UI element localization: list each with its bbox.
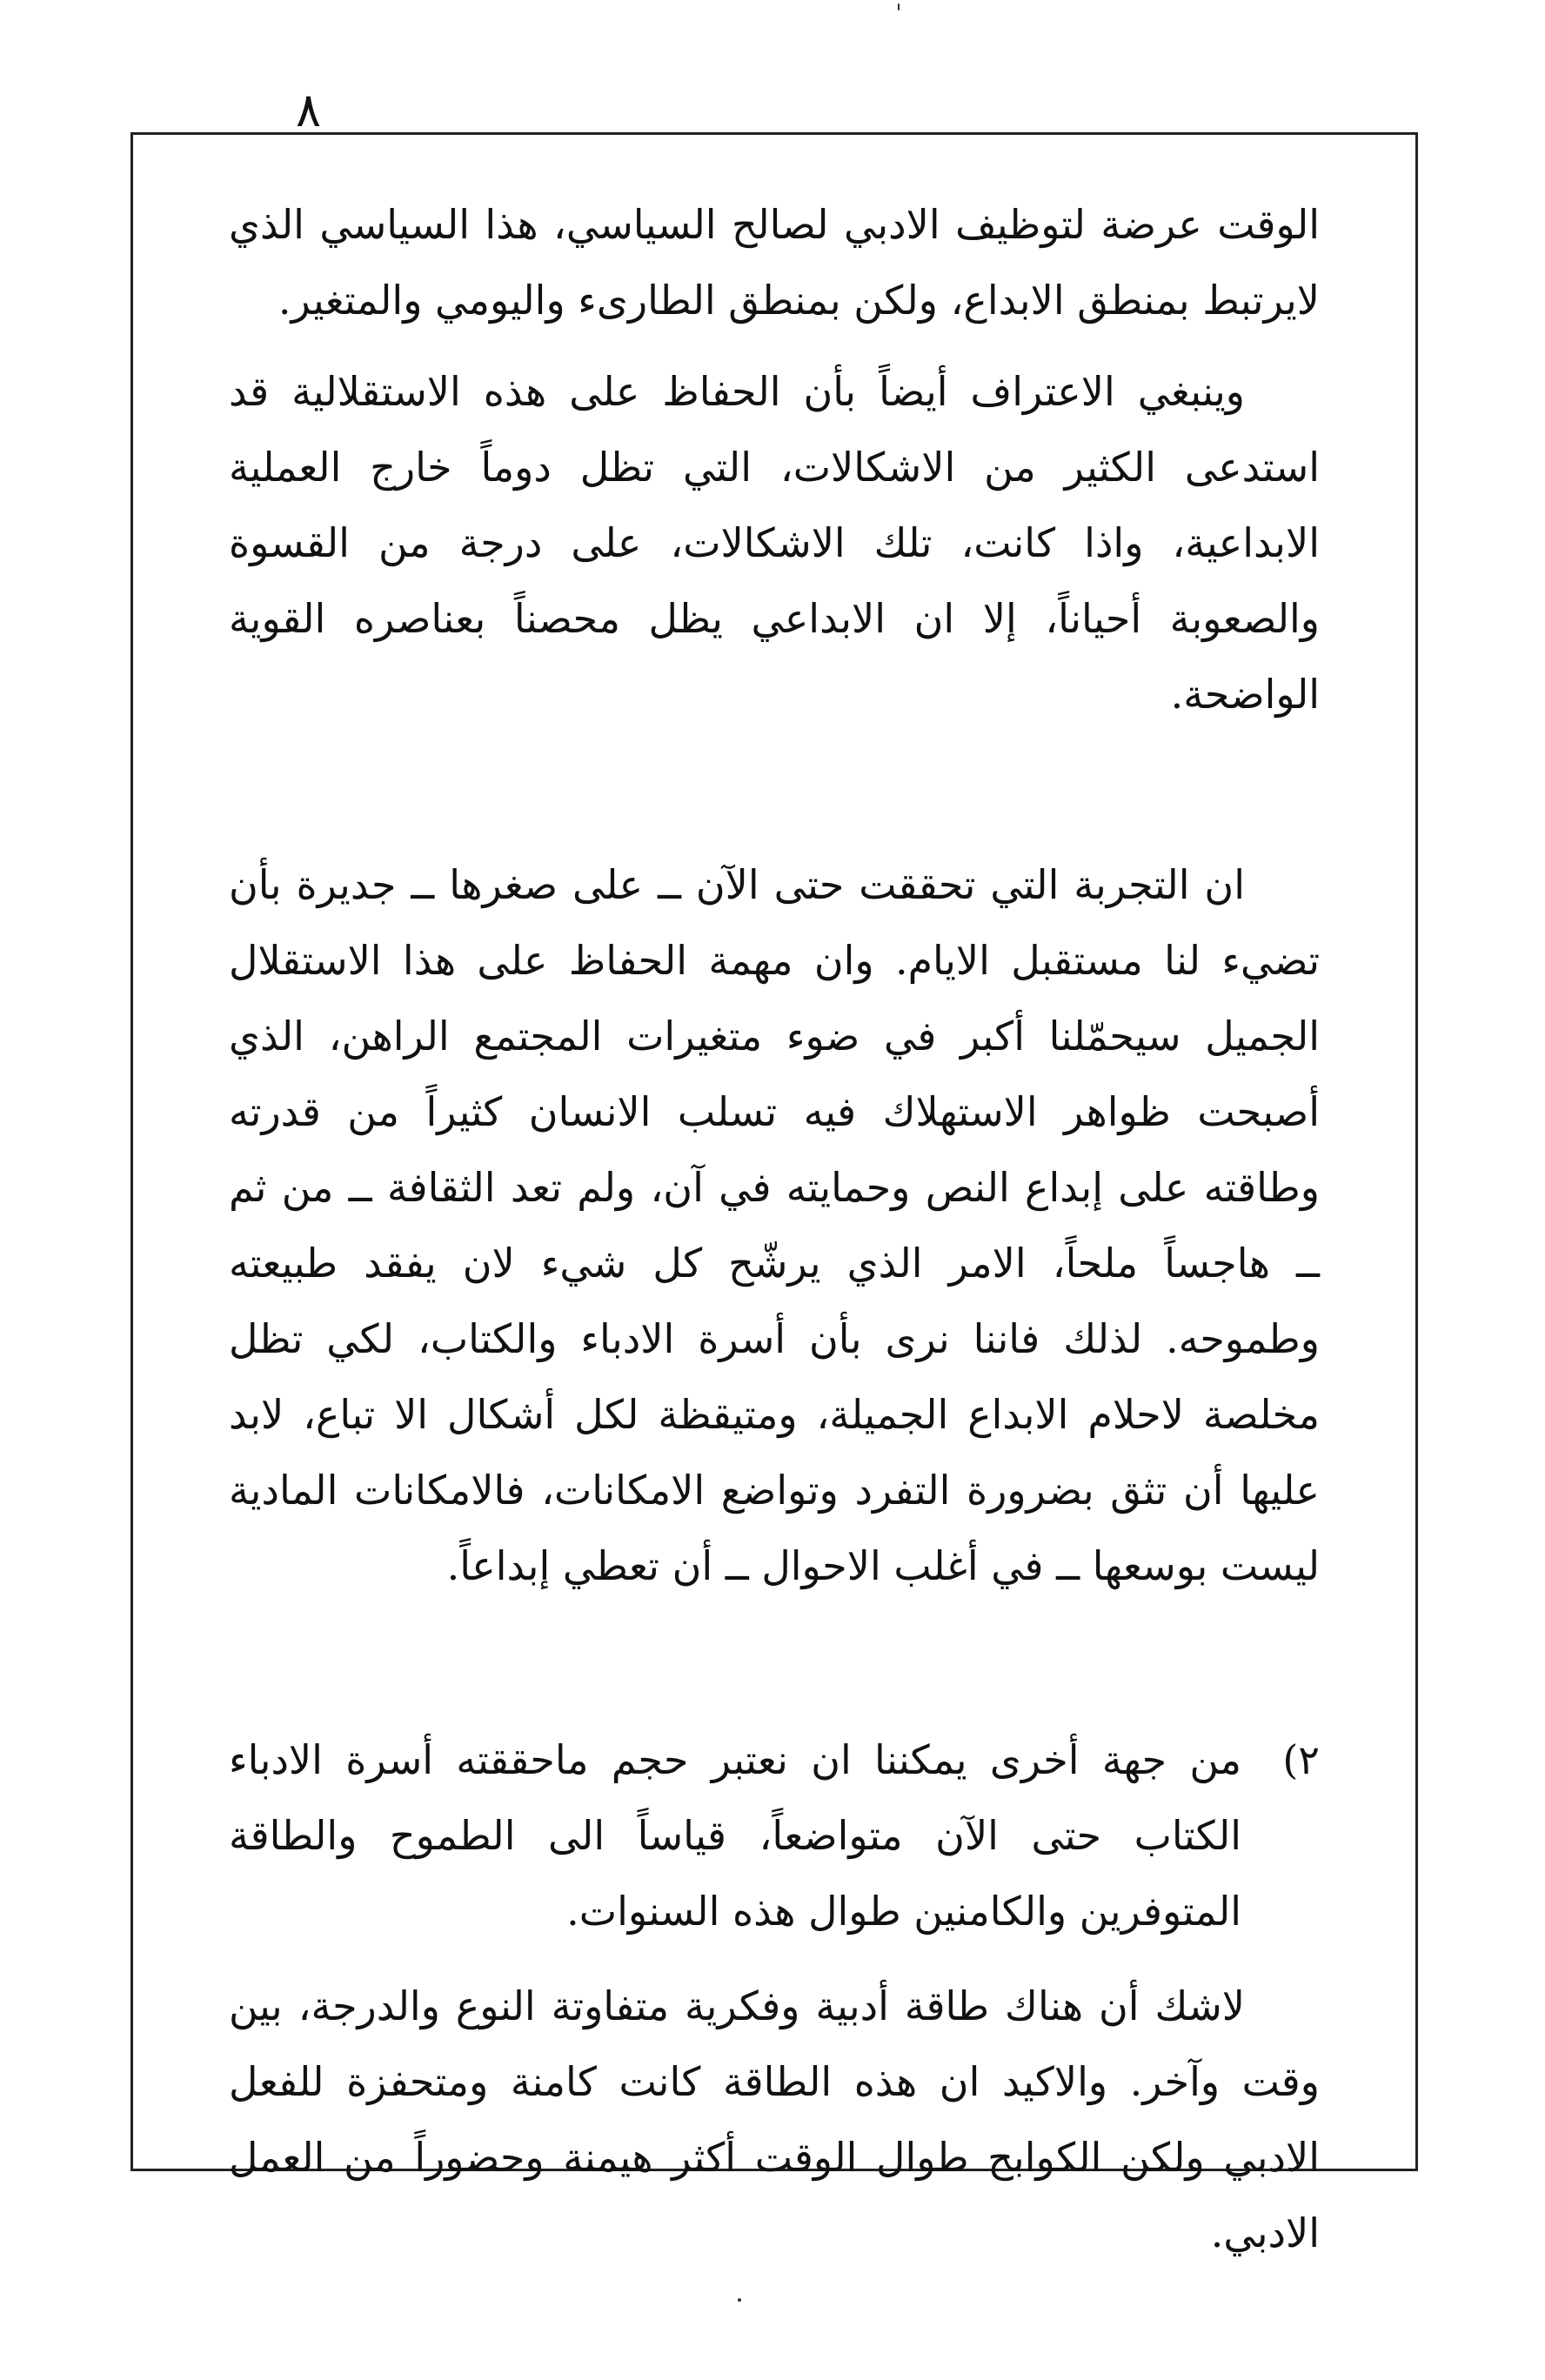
paragraph-4: من جهة أخرى يمكننا ان نعتبر حجم ماحققته أسرة الادباء الكتاب حتى الآن متواضعاً، قياساً الى الطموح والطاقة المتوفرين والكامنين طوال هذه السنوات. <box>229 1736 1241 1935</box>
numbered-item-2 <box>229 1722 1320 1949</box>
scan-mark-bottom <box>738 2298 741 2302</box>
paragraph-3: ان التجربة التي تحققت حتى الآن ــ على صغرها ــ جديرة بأن تضيء لنا مستقبل الايام. وان مهمة الحفاظ على هذا الاستقلال الجميل سيحمّلنا أكبر في ضوء متغيرات المجتمع الراهن، الذي أصبحت ظواهر الاستهلاك فيه تسلب الانسان كثيراً من قدرته وطاقته على إبداع النص وحمايته في آن، ولم تعد الثقافة ــ من ثم ــ هاجساً ملحاً، الامر الذي يرشّح كل شيء لان يفقد طبيعته وطموحه. لذلك فاننا نرى بأن أسرة الادباء والكتاب، لكي تظل مخلصة لاحلام الابداع الجميلة، ومتيقظة لكل أشكال الا تباع، لابد عليها أن تثق بضرورة التفرد وتواضع الامكانات، فالامكانات المادية ليست بوسعها ــ في أغلب الاحوال ــ أن تعطي إبداعاً. <box>229 861 1320 1589</box>
item-number: ٢) <box>1282 1736 1320 1783</box>
paragraph-2: وينبغي الاعتراف أيضاً بأن الحفاظ على هذه الاستقلالية قد استدعى الكثير من الاشكالات، التي تظل دوماً خارج العملية الابداعية، واذا كانت، تلك الاشكالات، على درجة من القسوة والصعوبة أحياناً، إلا ان الابداعي يظل محصناً بعناصره القوية الواضحة. <box>229 368 1320 718</box>
page-number: ٨ <box>296 83 322 137</box>
paragraph-5: لاشك أن هناك طاقة أدبية وفكرية متفاوتة النوع والدرجة، بين وقت وآخر. والاكيد ان هذه الطاقة كانت كامنة ومتحفزة للفعل الادبي ولكن الكوابح طوال الوقت أكثر هيمنة وحضوراً من العمل الادبي. <box>229 1982 1320 2256</box>
scan-mark-top <box>898 3 900 10</box>
text-frame <box>130 132 1418 2256</box>
paragraph-1: الوقت عرضة لتوظيف الادبي لصالح السياسي، هذا السياسي الذي لايرتبط بمنطق الابداع، ولكن بمنطق الطارىء واليومي والمتغير. <box>229 201 1320 324</box>
